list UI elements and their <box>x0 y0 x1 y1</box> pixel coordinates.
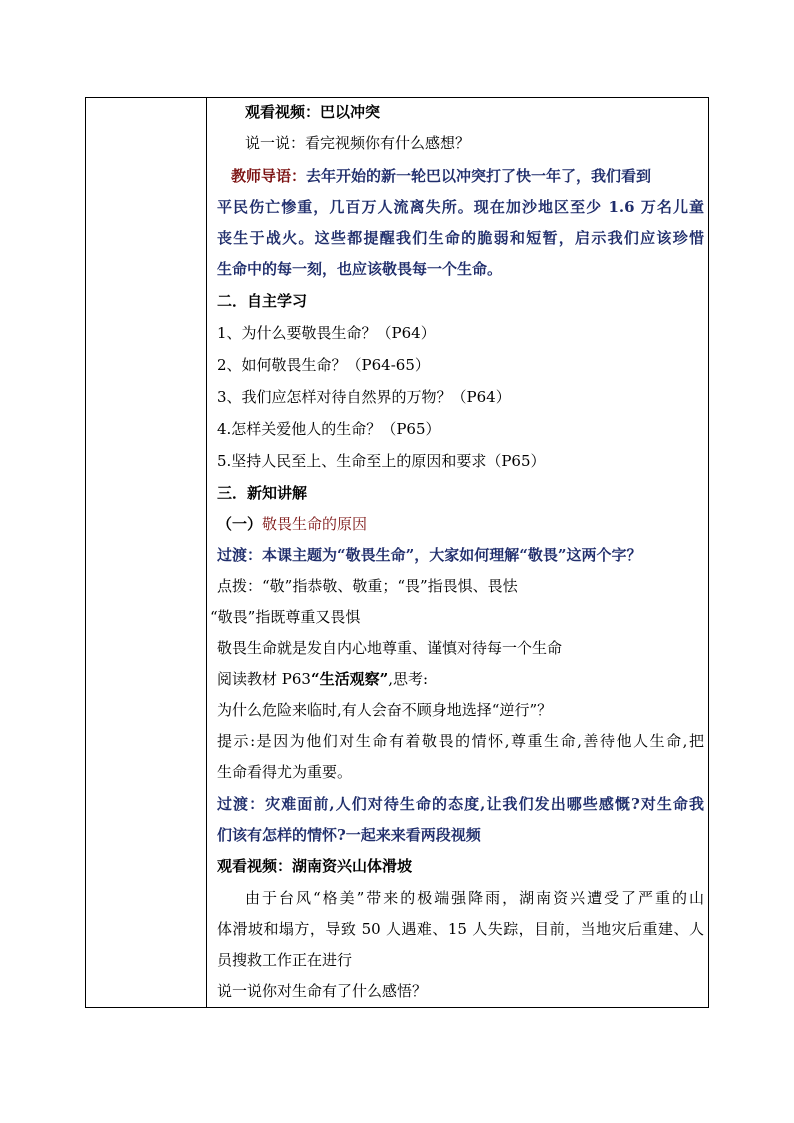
study-question-5: 5.坚持人民至上、生命至上的原因和要求（P65） <box>217 452 546 470</box>
table-left-column <box>86 98 207 1007</box>
table-content-cell <box>207 98 708 1007</box>
video-heading-1: 观看视频：巴以冲突 <box>245 103 381 121</box>
answer-hint-line-2: 生命看得尤为重要。 <box>217 763 353 781</box>
section-heading-2: 二．自主学习 <box>217 292 308 310</box>
transition-line-2a: 过渡：灾难面前,人们对待生命的态度,让我们发出哪些感慨?对生命我 <box>217 795 704 813</box>
section-heading-3: 三．新知讲解 <box>217 484 308 502</box>
discussion-prompt-1: 说一说：看完视频你有什么感想？ <box>245 134 471 152</box>
teacher-intro-line-3: 丧生于战火。这些都提醒我们生命的脆弱和短暂，启示我们应该珍惜 <box>217 229 704 247</box>
news-paragraph-line-1: 由于台风“格美”带来的极端强降雨，湖南资兴遭受了严重的山 <box>245 889 704 907</box>
teacher-intro-line-1: 教师导语：去年开始的新一轮巴以冲突打了快一年了，我们看到 <box>231 167 652 185</box>
study-question-4: 4.怎样关爱他人的生命？（P65） <box>217 420 441 438</box>
reading-question: 为什么危险来临时,有人会奋不顾身地选择“逆行”？ <box>217 701 553 719</box>
study-question-1: 1、为什么要敬畏生命？（P64） <box>217 324 436 342</box>
lesson-table <box>85 97 709 1008</box>
definition-line: 敬畏生命就是发自内心地尊重、谨慎对待每一个生命 <box>217 639 563 657</box>
reading-prompt: 阅读教材 P63“生活观察”,思考: <box>217 670 429 688</box>
teacher-intro-line-4: 生命中的每一刻，也应该敬畏每一个生命。 <box>217 260 503 278</box>
study-question-3: 3、我们应怎样对待自然界的万物？（P64） <box>217 388 511 406</box>
subsection-heading-1: （一）敬畏生命的原因 <box>217 515 368 533</box>
discussion-prompt-2: 说一说你对生命有了什么感悟？ <box>217 982 428 1000</box>
teacher-intro-line-2: 平民伤亡惨重，几百万人流离失所。现在加沙地区至少 1.6 万名儿童 <box>217 198 704 216</box>
hint-line-2: “敬畏”指既尊重又畏惧 <box>210 608 361 626</box>
answer-hint-line-1: 提示:是因为他们对生命有着敬畏的情怀,尊重生命,善待他人生命,把 <box>217 732 704 750</box>
news-paragraph-line-2: 体滑坡和塌方，导致 50 人遇难、15 人失踪，目前，当地灾后重建、人 <box>217 920 704 938</box>
video-heading-2: 观看视频：湖南资兴山体滑坡 <box>217 857 413 875</box>
news-paragraph-line-3: 员搜救工作正在进行 <box>217 951 353 969</box>
transition-line-1: 过渡：本课主题为“敬畏生命”，大家如何理解“敬畏”这两个字？ <box>217 546 642 564</box>
transition-line-2b: 们该有怎样的情怀?一起来来看两段视频 <box>217 826 481 844</box>
teacher-intro-label: 教师导语： <box>231 167 307 185</box>
hint-line-1: 点拨：“敬”指恭敬、敬重；“畏”指畏惧、畏怯 <box>217 577 518 595</box>
study-question-2: 2、如何敬畏生命？（P64-65） <box>217 356 430 374</box>
